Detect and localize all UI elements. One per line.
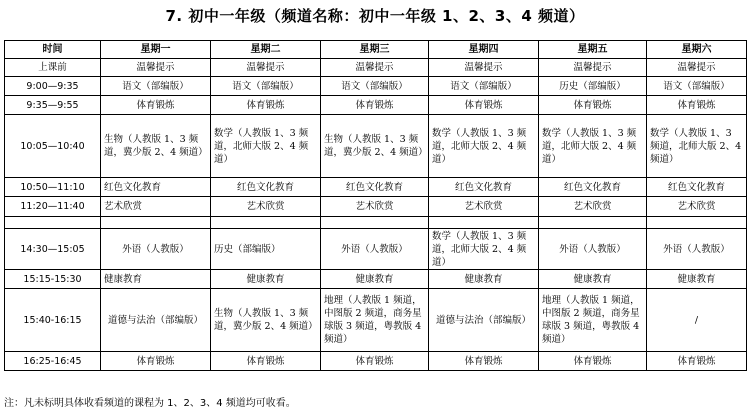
course-cell: 健康教育 — [101, 270, 211, 289]
course-cell — [429, 217, 539, 229]
course-cell: 体育锻炼 — [211, 96, 321, 115]
time-cell: 上课前 — [5, 59, 101, 77]
course-cell: 道德与法治（部编版） — [101, 289, 211, 352]
course-cell: 红色文化教育 — [101, 178, 211, 197]
table-row — [5, 77, 747, 96]
course-cell: 生物（人教版 1、3 频道，冀少版 2、4 频道） — [321, 115, 429, 178]
course-cell: 健康教育 — [211, 270, 321, 289]
course-cell: 温馨提示 — [321, 59, 429, 77]
course-cell: 数学（人教版 1、3 频道，北师大版 2、4 频道） — [211, 115, 321, 178]
time-cell: 14:30—15:05 — [5, 229, 101, 270]
course-cell: 外语（人教版） — [321, 229, 429, 270]
course-cell — [101, 217, 211, 229]
course-cell: 体育锻炼 — [647, 96, 747, 115]
header-saturday: 星期六 — [647, 41, 747, 59]
course-cell: 地理（人教版 1 频道，中图版 2 频道，商务星球版 3 频道，粤教版 4 频道） — [321, 289, 429, 352]
course-cell: 红色文化教育 — [539, 178, 647, 197]
course-cell: 红色文化教育 — [321, 178, 429, 197]
course-cell: 艺术欣赏 — [321, 197, 429, 217]
course-cell: 地理（人教版 1 频道，中图版 2 频道，商务星球版 3 频道，粤教版 4 频道） — [539, 289, 647, 352]
course-cell: 健康教育 — [539, 270, 647, 289]
course-cell-empty: / — [647, 289, 747, 352]
table-row — [5, 352, 747, 371]
course-cell: 温馨提示 — [647, 59, 747, 77]
course-cell: 语文（部编版） — [101, 77, 211, 96]
course-cell: 生物（人教版 1、3 频道，冀少版 2、4 频道） — [101, 115, 211, 178]
header-tuesday: 星期二 — [211, 41, 321, 59]
header-thursday: 星期四 — [429, 41, 539, 59]
course-cell: 体育锻炼 — [101, 96, 211, 115]
table-row — [5, 115, 747, 178]
time-cell: 9:35—9:55 — [5, 96, 101, 115]
table-row — [5, 59, 747, 77]
course-cell: 语文（部编版） — [211, 77, 321, 96]
course-cell: 数学（人教版 1、3 频道，北师大版 2、4 频道） — [647, 115, 747, 178]
course-cell: 外语（人教版） — [101, 229, 211, 270]
course-cell: 历史（部编版） — [539, 77, 647, 96]
course-cell: 体育锻炼 — [647, 352, 747, 371]
course-cell — [321, 217, 429, 229]
course-cell: 体育锻炼 — [539, 352, 647, 371]
table-row — [5, 270, 747, 289]
course-cell: 温馨提示 — [539, 59, 647, 77]
schedule-table — [4, 40, 747, 371]
course-cell: 健康教育 — [647, 270, 747, 289]
course-cell: 数学（人教版 1、3 频道，北师大版 2、4 频道） — [429, 229, 539, 270]
footnote: 注：凡未标明具体收看频道的课程为 1、2、3、4 频道均可收看。 — [4, 398, 296, 409]
course-cell: 温馨提示 — [429, 59, 539, 77]
course-cell: 温馨提示 — [211, 59, 321, 77]
course-cell — [211, 217, 321, 229]
course-cell: 艺术欣赏 — [211, 197, 321, 217]
table-row — [5, 229, 747, 270]
time-cell: 10:50—11:10 — [5, 178, 101, 197]
course-cell: 体育锻炼 — [211, 352, 321, 371]
course-cell: 健康教育 — [321, 270, 429, 289]
course-cell: 艺术欣赏 — [101, 197, 211, 217]
course-cell: 语文（部编版） — [321, 77, 429, 96]
time-cell: 16:25-16:45 — [5, 352, 101, 371]
time-cell: 11:20—11:40 — [5, 197, 101, 217]
time-cell — [5, 217, 101, 229]
course-cell: 艺术欣赏 — [647, 197, 747, 217]
time-cell: 10:05—10:40 — [5, 115, 101, 178]
course-cell: 外语（人教版） — [647, 229, 747, 270]
table-row — [5, 178, 747, 197]
table-row-empty — [5, 217, 747, 229]
time-cell: 15:15-15:30 — [5, 270, 101, 289]
page-title: 7. 初中一年级（频道名称：初中一年级 1、2、3、4 频道） — [165, 7, 585, 25]
header-friday: 星期五 — [539, 41, 647, 59]
time-cell: 9:00—9:35 — [5, 77, 101, 96]
table-row — [5, 289, 747, 352]
course-cell: 语文（部编版） — [429, 77, 539, 96]
course-cell: 生物（人教版 1、3 频道，冀少版 2、4 频道） — [211, 289, 321, 352]
course-cell: 艺术欣赏 — [539, 197, 647, 217]
course-cell: 红色文化教育 — [211, 178, 321, 197]
course-cell — [647, 217, 747, 229]
course-cell: 体育锻炼 — [539, 96, 647, 115]
time-cell: 15:40-16:15 — [5, 289, 101, 352]
course-cell: 艺术欣赏 — [429, 197, 539, 217]
table-row — [5, 96, 747, 115]
course-cell: 红色文化教育 — [647, 178, 747, 197]
course-cell: 数学（人教版 1、3 频道，北师大版 2、4 频道） — [539, 115, 647, 178]
course-cell: 体育锻炼 — [429, 352, 539, 371]
header-wednesday: 星期三 — [321, 41, 429, 59]
course-cell: 语文（部编版） — [647, 77, 747, 96]
header-monday: 星期一 — [101, 41, 211, 59]
course-cell: 外语（人教版） — [539, 229, 647, 270]
course-cell: 历史（部编版） — [211, 229, 321, 270]
course-cell: 体育锻炼 — [429, 96, 539, 115]
table-row — [5, 197, 747, 217]
course-cell: 温馨提示 — [101, 59, 211, 77]
course-cell: 健康教育 — [429, 270, 539, 289]
course-cell — [539, 217, 647, 229]
course-cell: 体育锻炼 — [321, 96, 429, 115]
header-time: 时间 — [5, 41, 101, 59]
course-cell: 红色文化教育 — [429, 178, 539, 197]
course-cell: 道德与法治（部编版） — [429, 289, 539, 352]
course-cell: 体育锻炼 — [101, 352, 211, 371]
header-row — [5, 41, 747, 59]
course-cell: 数学（人教版 1、3 频道，北师大版 2、4 频道） — [429, 115, 539, 178]
course-cell: 体育锻炼 — [321, 352, 429, 371]
